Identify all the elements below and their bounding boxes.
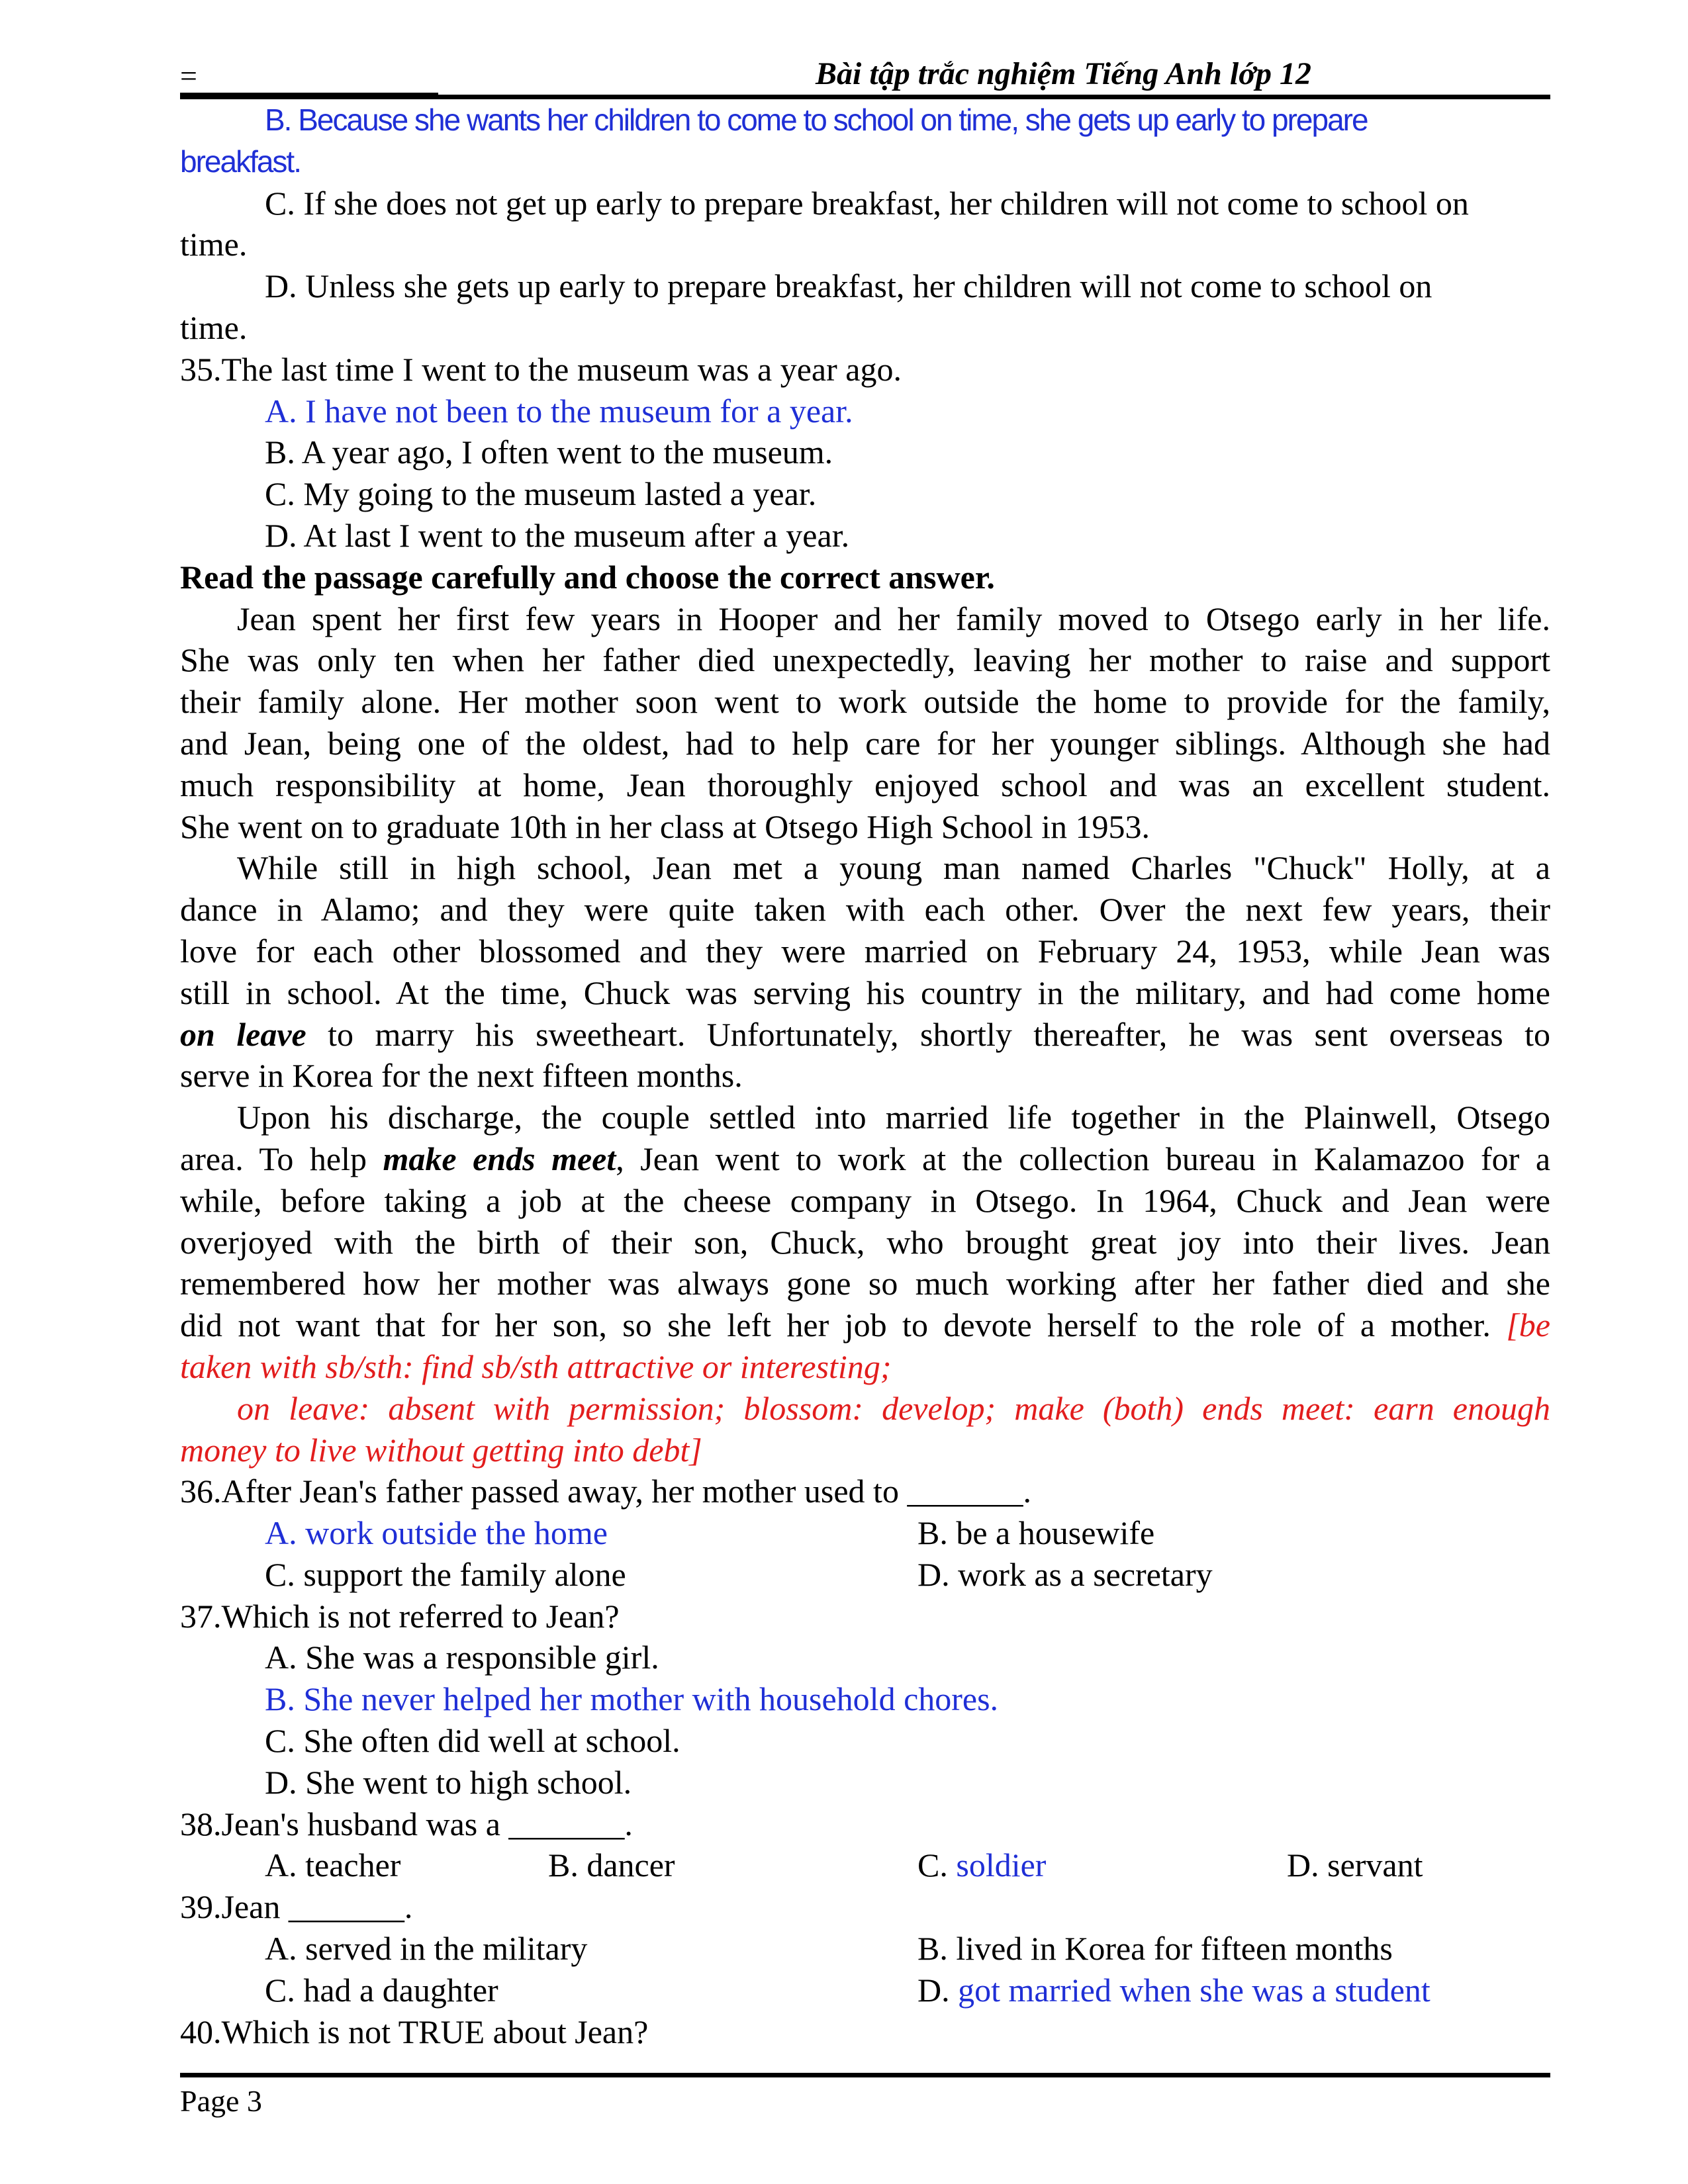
q39-option-b: B. lived in Korea for fifteen months bbox=[917, 1930, 1393, 1968]
passage-p2-line: While still in high school, Jean met a young man named Charles "Chuck" Holly, at a bbox=[237, 849, 1550, 887]
header-rule bbox=[180, 95, 1550, 99]
q36-options-row bbox=[180, 1554, 1550, 1596]
passage-p2-line: dance in Alamo; and they were quite taken with each other. Over the next few years, their bbox=[180, 891, 1550, 929]
header-left-mark: = bbox=[180, 59, 197, 93]
passage-p3-line bbox=[180, 1304, 1550, 1346]
q39-option-c: C. had a daughter bbox=[265, 1971, 498, 2009]
phrase-make-ends-meet: make ends meet bbox=[383, 1140, 616, 1177]
q38-option-a: A. teacher bbox=[265, 1846, 401, 1884]
passage-p1-line: Jean spent her first few years in Hooper and her family moved to Otsego early in her life. bbox=[237, 600, 1550, 637]
q38-option-c-text: soldier bbox=[956, 1846, 1047, 1884]
q39-options-row bbox=[180, 1928, 1550, 1970]
q34-option-c-line1: C. If she does not get up early to prepare breakfast, her children will not come to school on bbox=[265, 184, 1469, 222]
q36-options-row bbox=[180, 1512, 1550, 1554]
page-content bbox=[180, 99, 1550, 2052]
passage-p1-line: their family alone. Her mother soon went to work outside the home to provide for the family, bbox=[180, 683, 1550, 721]
q34-option-c-line2: time. bbox=[180, 226, 248, 263]
q37-option-c: C. She often did well at school. bbox=[265, 1722, 680, 1760]
q39-option-d bbox=[917, 1970, 1430, 2011]
q38-stem: 38.Jean's husband was a _______. bbox=[180, 1805, 633, 1843]
q36-option-d: D. work as a secretary bbox=[917, 1555, 1213, 1593]
passage-p2-line-rest: to marry his sweetheart. Unfortunately, shortly thereafter, he was sent overseas to bbox=[306, 1015, 1550, 1053]
q35-option-c: C. My going to the museum lasted a year. bbox=[265, 475, 817, 513]
q36-option-c: C. support the family alone bbox=[265, 1555, 626, 1593]
vocab-note-line: money to live without getting into debt] bbox=[180, 1431, 702, 1469]
q34-option-b-line1: B. Because she wants her children to come to school on time, she gets up early to prepare bbox=[265, 103, 1368, 137]
q35-option-d: D. At last I went to the museum after a year. bbox=[265, 516, 850, 554]
vocab-note-line: on leave: absent with permission; blossom: develop; make (both) ends meet: earn enough bbox=[237, 1389, 1550, 1427]
q34-option-d-line1: D. Unless she gets up early to prepare breakfast, her children will not come to school on bbox=[265, 267, 1432, 305]
passage-p3-line-start: area. To help bbox=[180, 1140, 383, 1177]
passage-p2-line: love for each other blossomed and they were married on February 24, 1953, while Jean was bbox=[180, 932, 1550, 970]
reading-instruction: Read the passage carefully and choose the correct answer. bbox=[180, 558, 995, 596]
q35-option-b: B. A year ago, I often went to the museum. bbox=[265, 433, 833, 471]
passage-p3-last-text: did not want that for her son, so she left her job to devote herself to the role of a mother. bbox=[180, 1306, 1507, 1344]
q39-options-row bbox=[180, 1970, 1550, 2011]
passage-p2-line: still in school. At the time, Chuck was serving his country in the military, and had come home bbox=[180, 974, 1550, 1011]
page-number: Page 3 bbox=[180, 2084, 262, 2118]
q38-option-b: B. dancer bbox=[548, 1846, 675, 1884]
q37-stem: 37.Which is not referred to Jean? bbox=[180, 1597, 620, 1635]
passage-p1-line: She was only ten when her father died unexpectedly, leaving her mother to raise and support bbox=[180, 641, 1550, 679]
footer-rule bbox=[180, 2073, 1550, 2077]
q40-stem: 40.Which is not TRUE about Jean? bbox=[180, 2013, 649, 2050]
q38-options-row bbox=[180, 1844, 1550, 1886]
phrase-on-leave: on leave bbox=[180, 1015, 306, 1053]
q38-option-d: D. servant bbox=[1287, 1846, 1423, 1884]
q38-option-c-letter: C. bbox=[917, 1846, 957, 1884]
passage-p3-line-rest: , Jean went to work at the collection bureau in Kalamazoo for a bbox=[616, 1140, 1551, 1177]
passage-p3-line bbox=[180, 1138, 1550, 1180]
q37-option-d: D. She went to high school. bbox=[265, 1763, 632, 1801]
q34-option-b-line2: breakfast. bbox=[180, 144, 301, 179]
vocab-note-line: taken with sb/sth: find sb/sth attractive or interesting; bbox=[180, 1347, 892, 1385]
passage-p1-line: She went on to graduate 10th in her class at Otsego High School in 1953. bbox=[180, 807, 1150, 845]
q37-option-b: B. She never helped her mother with household chores. bbox=[265, 1680, 999, 1718]
vocab-note-start: [be bbox=[1506, 1306, 1550, 1344]
q35-option-a: A. I have not been to the museum for a year. bbox=[265, 392, 853, 430]
passage-p2-line: serve in Korea for the next fifteen months. bbox=[180, 1057, 743, 1095]
header-title: Bài tập trắc nghiệm Tiếng Anh lớp 12 bbox=[816, 56, 1311, 91]
passage-p3-line: while, before taking a job at the cheese company in Otsego. In 1964, Chuck and Jean were bbox=[180, 1181, 1550, 1219]
q36-stem: 36.After Jean's father passed away, her mother used to _______. bbox=[180, 1473, 1031, 1510]
q34-option-d-line2: time. bbox=[180, 308, 248, 346]
q39-stem: 39.Jean _______. bbox=[180, 1888, 413, 1926]
q39-option-a: A. served in the military bbox=[265, 1930, 588, 1968]
passage-p3-line: remembered how her mother was always gone so much working after her father died and she bbox=[180, 1265, 1550, 1302]
q39-option-d-text: got married when she was a student bbox=[958, 1971, 1430, 2009]
q38-option-c bbox=[917, 1844, 1287, 1886]
passage-p3-line: Upon his discharge, the couple settled into married life together in the Plainwell, Otsego bbox=[237, 1099, 1550, 1136]
passage-p1-line: much responsibility at home, Jean thoroughly enjoyed school and was an excellent student. bbox=[180, 766, 1550, 803]
q39-option-d-letter: D. bbox=[917, 1971, 959, 2009]
passage-p2-line bbox=[180, 1014, 1550, 1056]
q36-option-a: A. work outside the home bbox=[265, 1514, 608, 1552]
passage-p3-line: overjoyed with the birth of their son, Chuck, who brought great joy into their lives. Jean bbox=[180, 1223, 1550, 1261]
q36-option-b: B. be a housewife bbox=[917, 1514, 1155, 1552]
q37-option-a: A. She was a responsible girl. bbox=[265, 1639, 659, 1676]
passage-p1-line: and Jean, being one of the oldest, had to help care for her younger siblings. Although she had bbox=[180, 724, 1550, 762]
q35-stem: 35.The last time I went to the museum was a year ago. bbox=[180, 350, 902, 388]
